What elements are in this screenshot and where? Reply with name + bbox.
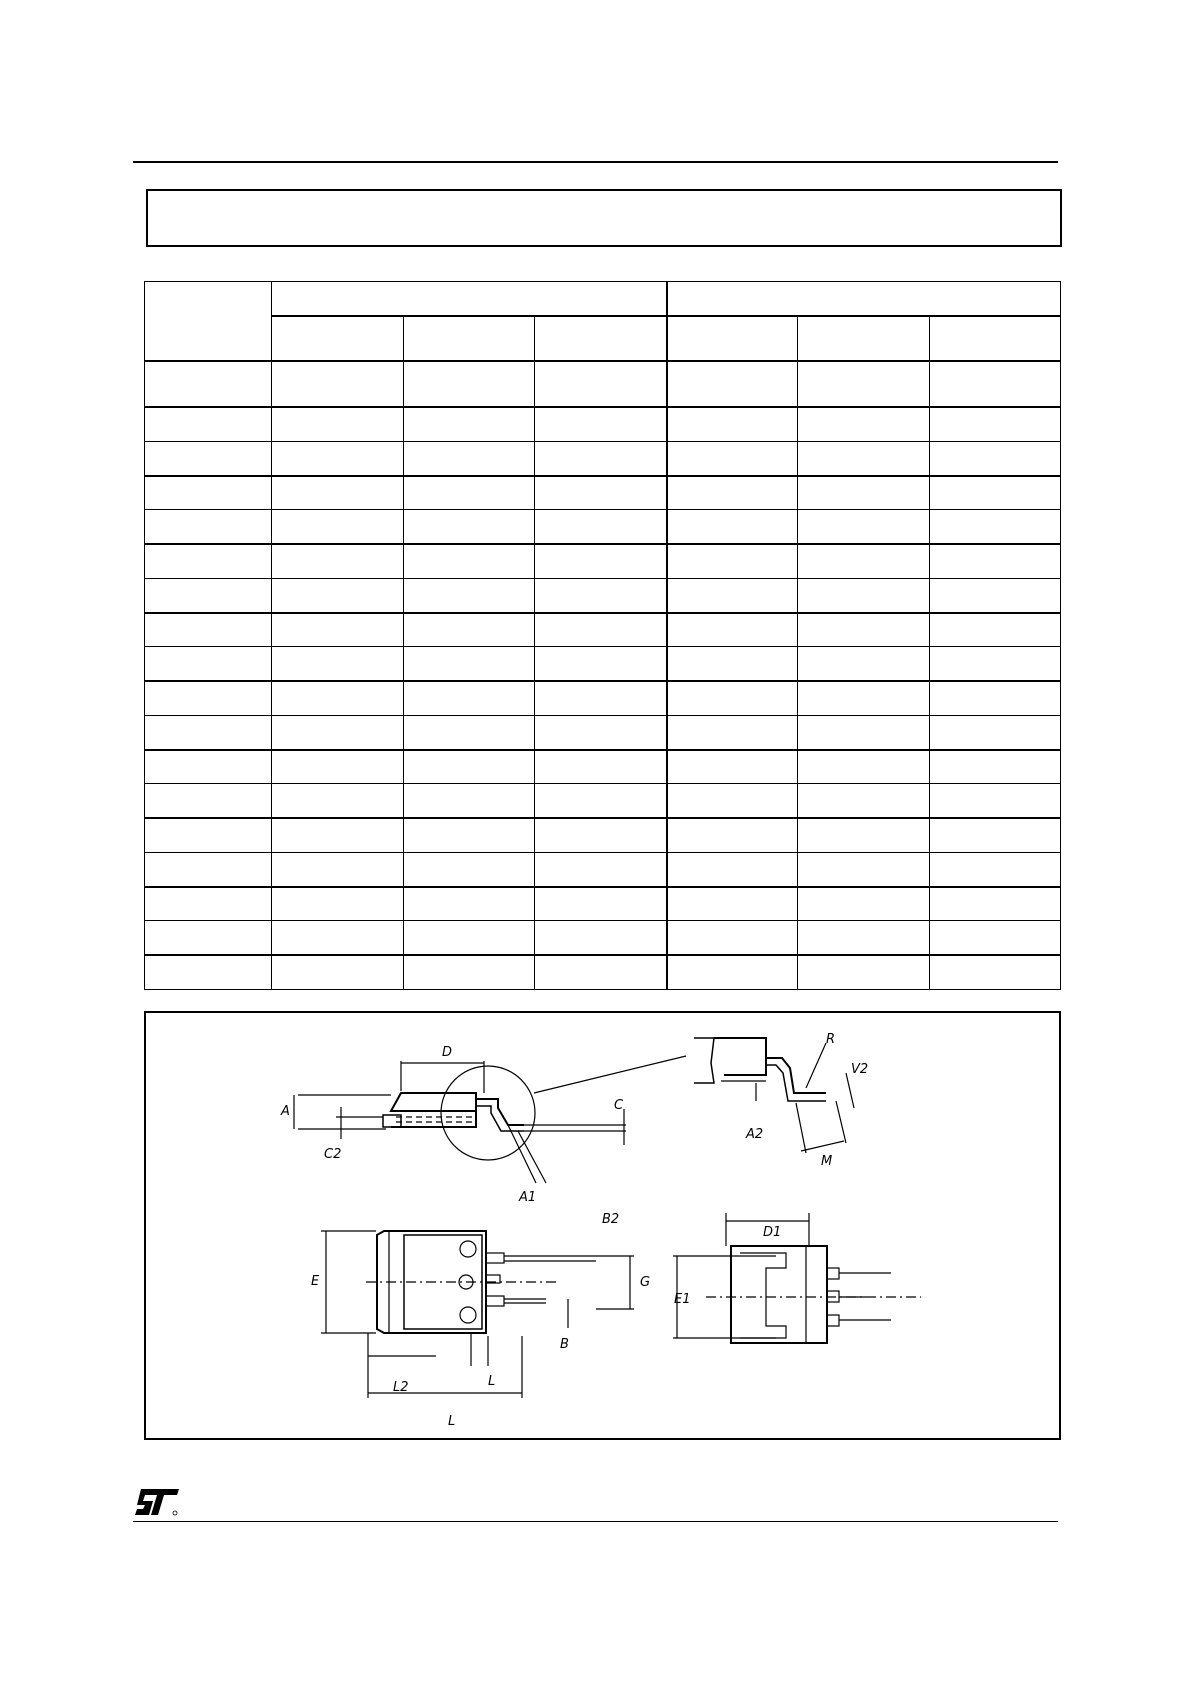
table-cell — [798, 715, 929, 749]
label-V2: V2 — [851, 1062, 869, 1077]
table-cell — [798, 921, 929, 955]
table-cell — [272, 476, 403, 510]
footer-rule — [133, 1521, 1058, 1522]
table-cell — [667, 921, 798, 955]
table-cell — [534, 544, 666, 578]
table-cell — [667, 818, 798, 852]
table-cell — [798, 544, 929, 578]
table-cell — [403, 407, 534, 441]
label-B2: B2 — [602, 1212, 620, 1227]
table-cell — [403, 818, 534, 852]
label-L-inner: L — [488, 1374, 496, 1389]
table-row — [145, 784, 1061, 818]
table-cell — [403, 715, 534, 749]
table-row — [145, 613, 1061, 647]
table-cell — [403, 955, 534, 989]
table-cell — [798, 955, 929, 989]
table-cell — [929, 921, 1060, 955]
table-cell — [272, 544, 403, 578]
label-A2: A2 — [746, 1127, 764, 1142]
label-A1: A1 — [519, 1190, 537, 1205]
table-cell — [403, 613, 534, 647]
subheader-cell — [534, 316, 666, 362]
table-cell — [272, 852, 403, 886]
table-cell — [145, 681, 272, 715]
table-row — [145, 750, 1061, 784]
table-cell — [929, 476, 1060, 510]
table-cell — [798, 784, 929, 818]
table-cell — [145, 407, 272, 441]
table-cell — [145, 441, 272, 475]
table-cell — [145, 613, 272, 647]
table-cell — [667, 613, 798, 647]
table-cell — [929, 578, 1060, 612]
label-C: C — [614, 1098, 624, 1113]
table-cell — [534, 613, 666, 647]
table-row — [145, 361, 1061, 407]
table-cell — [403, 361, 534, 407]
table-cell — [534, 441, 666, 475]
table-cell — [145, 750, 272, 784]
table-cell — [272, 887, 403, 921]
table-cell — [798, 852, 929, 886]
table-cell — [667, 361, 798, 407]
bottom-view — [321, 1231, 634, 1398]
table-cell — [667, 476, 798, 510]
table-cell — [272, 784, 403, 818]
table-cell — [272, 510, 403, 544]
table-row — [145, 476, 1061, 510]
table-cell — [403, 681, 534, 715]
table-cell — [929, 441, 1060, 475]
table-cell — [929, 750, 1060, 784]
table-cell — [667, 647, 798, 681]
label-L-outer: L — [448, 1414, 456, 1429]
table-cell — [272, 750, 403, 784]
label-A: A — [281, 1104, 290, 1119]
table-row — [145, 887, 1061, 921]
table-cell — [403, 510, 534, 544]
table-cell — [403, 784, 534, 818]
table-cell — [798, 578, 929, 612]
table-cell — [145, 361, 272, 407]
label-C2: C2 — [324, 1147, 342, 1162]
table-cell — [798, 476, 929, 510]
subheader-cell — [929, 316, 1060, 362]
package-drawing-svg — [146, 1013, 1063, 1442]
table-cell — [798, 681, 929, 715]
table-cell — [667, 681, 798, 715]
table-cell — [929, 510, 1060, 544]
table-cell — [272, 715, 403, 749]
table-cell — [403, 544, 534, 578]
table-cell — [534, 476, 666, 510]
table-cell — [145, 955, 272, 989]
table-cell — [145, 510, 272, 544]
table-row — [145, 578, 1061, 612]
header-group-inch — [667, 282, 1061, 316]
table-subheader-row — [145, 316, 1061, 362]
table-cell — [798, 613, 929, 647]
header-group-mm — [272, 282, 667, 316]
table-cell — [145, 715, 272, 749]
table-cell — [272, 921, 403, 955]
label-L2: L2 — [393, 1380, 409, 1395]
table-row — [145, 441, 1061, 475]
table-cell — [272, 647, 403, 681]
label-R: R — [826, 1032, 836, 1047]
table-cell — [667, 750, 798, 784]
table-cell — [929, 887, 1060, 921]
top-view — [673, 1213, 921, 1343]
table-cell — [929, 784, 1060, 818]
header-rule — [133, 161, 1058, 163]
detail-view — [694, 1038, 854, 1153]
table-cell — [798, 510, 929, 544]
table-cell — [798, 818, 929, 852]
table-cell — [403, 578, 534, 612]
subheader-cell — [403, 316, 534, 362]
table-cell — [667, 544, 798, 578]
table-row — [145, 407, 1061, 441]
table-cell — [667, 407, 798, 441]
side-view — [294, 1056, 686, 1183]
table-cell — [534, 510, 666, 544]
table-row — [145, 647, 1061, 681]
table-cell — [272, 441, 403, 475]
table-cell — [403, 441, 534, 475]
table-cell — [798, 750, 929, 784]
table-cell — [145, 578, 272, 612]
table-cell — [929, 715, 1060, 749]
table-cell — [534, 784, 666, 818]
table-row — [145, 510, 1061, 544]
st-logo-icon — [133, 1487, 181, 1517]
table-cell — [667, 441, 798, 475]
table-cell — [929, 955, 1060, 989]
table-cell — [403, 750, 534, 784]
table-cell — [272, 955, 403, 989]
table-cell — [403, 921, 534, 955]
table-cell — [667, 852, 798, 886]
table-cell — [145, 647, 272, 681]
dimensions-table — [144, 281, 1061, 990]
table-cell — [272, 818, 403, 852]
table-cell — [403, 887, 534, 921]
table-row — [145, 681, 1061, 715]
st-logo — [133, 1487, 181, 1517]
table-cell — [534, 361, 666, 407]
label-G: G — [640, 1275, 651, 1290]
table-cell — [145, 921, 272, 955]
table-row — [145, 818, 1061, 852]
table-cell — [145, 887, 272, 921]
subheader-cell — [667, 316, 798, 362]
table-cell — [929, 544, 1060, 578]
table-cell — [534, 681, 666, 715]
table-cell — [145, 784, 272, 818]
table-cell — [534, 407, 666, 441]
table-cell — [272, 613, 403, 647]
table-header-row — [145, 282, 1061, 316]
table-cell — [272, 361, 403, 407]
table-cell — [534, 818, 666, 852]
table-cell — [929, 647, 1060, 681]
table-cell — [929, 818, 1060, 852]
table-cell — [667, 715, 798, 749]
table-cell — [403, 647, 534, 681]
table-cell — [798, 647, 929, 681]
table-cell — [534, 715, 666, 749]
table-cell — [403, 476, 534, 510]
table-cell — [145, 544, 272, 578]
label-M: M — [821, 1154, 833, 1169]
label-D1: D1 — [763, 1225, 782, 1240]
table-row — [145, 852, 1061, 886]
table-cell — [667, 887, 798, 921]
table-body — [145, 361, 1061, 989]
table-cell — [929, 361, 1060, 407]
table-cell — [534, 887, 666, 921]
table-row — [145, 715, 1061, 749]
table-cell — [534, 647, 666, 681]
table-cell — [272, 681, 403, 715]
table-cell — [929, 852, 1060, 886]
subheader-cell — [798, 316, 929, 362]
table-cell — [534, 921, 666, 955]
package-drawing — [144, 1011, 1061, 1440]
table-cell — [929, 407, 1060, 441]
table-cell — [145, 476, 272, 510]
table-cell — [929, 681, 1060, 715]
table-row — [145, 955, 1061, 989]
table-cell — [667, 578, 798, 612]
table-cell — [145, 852, 272, 886]
table-row — [145, 921, 1061, 955]
table-cell — [272, 407, 403, 441]
table-cell — [798, 407, 929, 441]
table-cell — [534, 852, 666, 886]
table-title-box — [146, 189, 1062, 247]
label-E: E — [311, 1274, 320, 1289]
label-E1: E1 — [674, 1292, 691, 1307]
label-D: D — [442, 1045, 453, 1060]
table-row — [145, 544, 1061, 578]
header-dim-cell — [145, 282, 272, 362]
table-cell — [272, 578, 403, 612]
table-cell — [667, 955, 798, 989]
table-cell — [929, 613, 1060, 647]
table-cell — [534, 955, 666, 989]
table-cell — [667, 784, 798, 818]
table-cell — [403, 852, 534, 886]
table-cell — [534, 750, 666, 784]
table-cell — [667, 510, 798, 544]
table-cell — [798, 441, 929, 475]
table-cell — [798, 887, 929, 921]
subheader-cell — [272, 316, 403, 362]
table-cell — [145, 818, 272, 852]
table-cell — [798, 361, 929, 407]
table-cell — [534, 578, 666, 612]
label-B: B — [560, 1337, 569, 1352]
